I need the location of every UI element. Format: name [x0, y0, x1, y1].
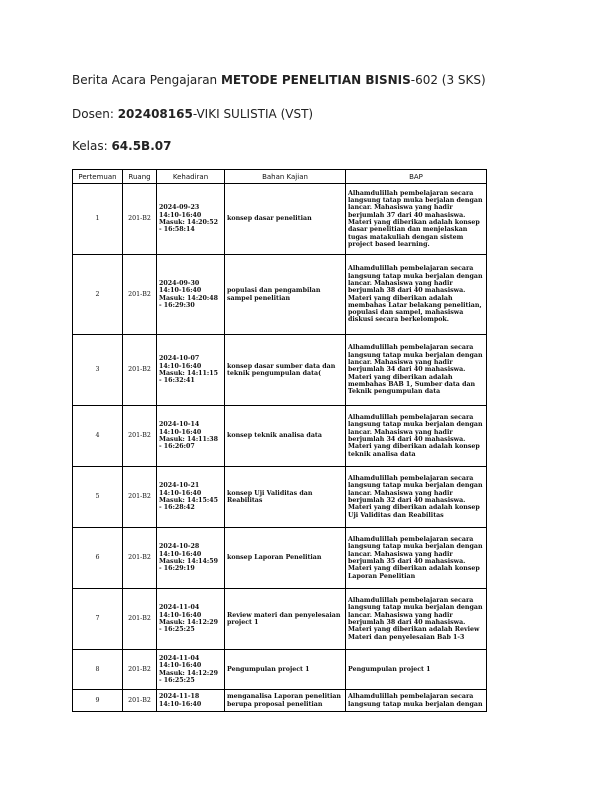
cell-bahan-kajian: konsep Uji Validitas dan Reabilitas [225, 467, 346, 528]
table-row [73, 589, 487, 650]
course-suffix: -602 (3 SKS) [410, 73, 486, 87]
col-header-bap: BAP [346, 170, 487, 184]
cell-bap: Alhamdulillah pembelajaran secara langsung tatap muka berjalan dengan lancar. Mahasiswa yang hadir berjumlah 34 dari 40 mahasiswa. Materi yang diberikan adalah konsep teknik analisa data [346, 406, 487, 467]
cell-bap: Pengumpulan project 1 [346, 650, 487, 690]
kelas-value: 64.5B.07 [111, 139, 172, 153]
cell-ruang: 201-B2 [123, 406, 157, 467]
cell-bahan-kajian: Pengumpulan project 1 [225, 650, 346, 690]
col-header-kehadiran: Kehadiran [157, 170, 225, 184]
lecturer-line [72, 108, 313, 120]
cell-bahan-kajian: konsep teknik analisa data [225, 406, 346, 467]
cell-bahan-kajian: konsep Laporan Penelitian [225, 528, 346, 589]
cell-pertemuan: 1 [73, 184, 123, 255]
cell-kehadiran: 2024-11-18 14:10-16:40 [157, 690, 225, 712]
cell-bahan-kajian: konsep dasar penelitian [225, 184, 346, 255]
dosen-name: -VIKI SULISTIA (VST) [192, 107, 314, 121]
course-name: METODE PENELITIAN BISNIS [220, 73, 411, 87]
cell-ruang: 201-B2 [123, 255, 157, 335]
table-header-row [73, 170, 487, 184]
table-row [73, 335, 487, 406]
cell-ruang: 201-B2 [123, 589, 157, 650]
cell-pertemuan: 8 [73, 650, 123, 690]
cell-bahan-kajian: Review materi dan penyelesaian project 1 [225, 589, 346, 650]
table-row [73, 184, 487, 255]
cell-bahan-kajian: populasi dan pengambilan sampel penelitian [225, 255, 346, 335]
cell-kehadiran: 2024-09-23 14:10-16:40 Masuk: 14:20:52 - 16:58:14 [157, 184, 225, 255]
cell-kehadiran: 2024-11-04 14:10-16:40 Masuk: 14:12:29 - 16:25:25 [157, 589, 225, 650]
cell-ruang: 201-B2 [123, 690, 157, 712]
cell-bap: Alhamdulillah pembelajaran secara langsung tatap muka berjalan dengan lancar. Mahasiswa yang hadir berjumlah 35 dari 40 mahasiswa. Materi yang diberikan adalah konsep Laporan Penelitian [346, 528, 487, 589]
table-row [73, 690, 487, 712]
cell-kehadiran: 2024-10-28 14:10-16:40 Masuk: 14:14:59 - 16:29:19 [157, 528, 225, 589]
table-row [73, 528, 487, 589]
cell-pertemuan: 9 [73, 690, 123, 712]
cell-kehadiran: 2024-10-14 14:10-16:40 Masuk: 14:11:38 - 16:26:07 [157, 406, 225, 467]
col-header-pertemuan: Pertemuan [73, 170, 123, 184]
dosen-id: 202408165 [117, 107, 193, 121]
table-row [73, 467, 487, 528]
cell-pertemuan: 5 [73, 467, 123, 528]
cell-kehadiran: 2024-10-07 14:10-16:40 Masuk: 14:11:15 - 16:32:41 [157, 335, 225, 406]
cell-bap: Alhamdulillah pembelajaran secara langsung tatap muka berjalan dengan [346, 690, 487, 712]
col-header-ruang: Ruang [123, 170, 157, 184]
cell-bap: Alhamdulillah pembelajaran secara langsung tatap muka berjalan dengan lancar. Mahasiswa yang hadir berjumlah 37 dari 40 mahasiswa. Materi yang diberikan adalah konsep dasar penelitian dan menjelaskan tugas matakuliah dengan sistem project based learning. [346, 184, 487, 255]
cell-bap: Alhamdulillah pembelajaran secara langsung tatap muka berjalan dengan lancar. Mahasiswa yang hadir berjumlah 32 dari 40 mahasiswa. Materi yang diberikan adalah konsep Uji Validitas dan Reabilitas [346, 467, 487, 528]
table-row [73, 650, 487, 690]
attendance-table [72, 169, 487, 712]
cell-bahan-kajian: konsep dasar sumber data dan teknik pengumpulan data( [225, 335, 346, 406]
cell-bahan-kajian: menganalisa Laporan penelitian berupa proposal penelitian [225, 690, 346, 712]
table-row [73, 255, 487, 335]
cell-pertemuan: 6 [73, 528, 123, 589]
cell-pertemuan: 4 [73, 406, 123, 467]
table-row [73, 406, 487, 467]
kelas-label: Kelas: [72, 139, 112, 153]
cell-pertemuan: 7 [73, 589, 123, 650]
col-header-bahan-kajian: Bahan Kajian [225, 170, 346, 184]
cell-bap: Alhamdulillah pembelajaran secara langsung tatap muka berjalan dengan lancar. Mahasiswa yang hadir berjumlah 38 dari 40 mahasiswa. Materi yang diberikan adalah Review Materi dan penyelesaian Bab 1-3 [346, 589, 487, 650]
cell-ruang: 201-B2 [123, 184, 157, 255]
cell-bap: Alhamdulillah pembelajaran secara langsung tatap muka berjalan dengan lancar. Mahasiswa yang hadir berjumlah 34 dari 40 mahasiswa. Materi yang diberikan adalah membahas BAB 1, Sumber data dan Teknik pengumpulan data [346, 335, 487, 406]
title-prefix: Berita Acara Pengajaran [72, 73, 221, 87]
cell-ruang: 201-B2 [123, 528, 157, 589]
document-title [72, 74, 486, 86]
cell-bap: Alhamdulillah pembelajaran secara langsung tatap muka berjalan dengan lancar. Mahasiswa yang hadir berjumlah 38 dari 40 mahasiswa. Materi yang diberikan adalah membahas Latar belakang penelitian, populasi dan sampel, mahasiswa diskusi secara berkelompok. [346, 255, 487, 335]
class-line [72, 140, 171, 152]
cell-kehadiran: 2024-10-21 14:10-16:40 Masuk: 14:15:45 - 16:28:42 [157, 467, 225, 528]
cell-ruang: 201-B2 [123, 650, 157, 690]
cell-ruang: 201-B2 [123, 335, 157, 406]
cell-kehadiran: 2024-11-04 14:10-16:40 Masuk: 14:12:29 - 16:25:25 [157, 650, 225, 690]
cell-pertemuan: 3 [73, 335, 123, 406]
cell-kehadiran: 2024-09-30 14:10-16:40 Masuk: 14:20:48 - 16:29:30 [157, 255, 225, 335]
dosen-label: Dosen: [72, 107, 118, 121]
cell-pertemuan: 2 [73, 255, 123, 335]
cell-ruang: 201-B2 [123, 467, 157, 528]
